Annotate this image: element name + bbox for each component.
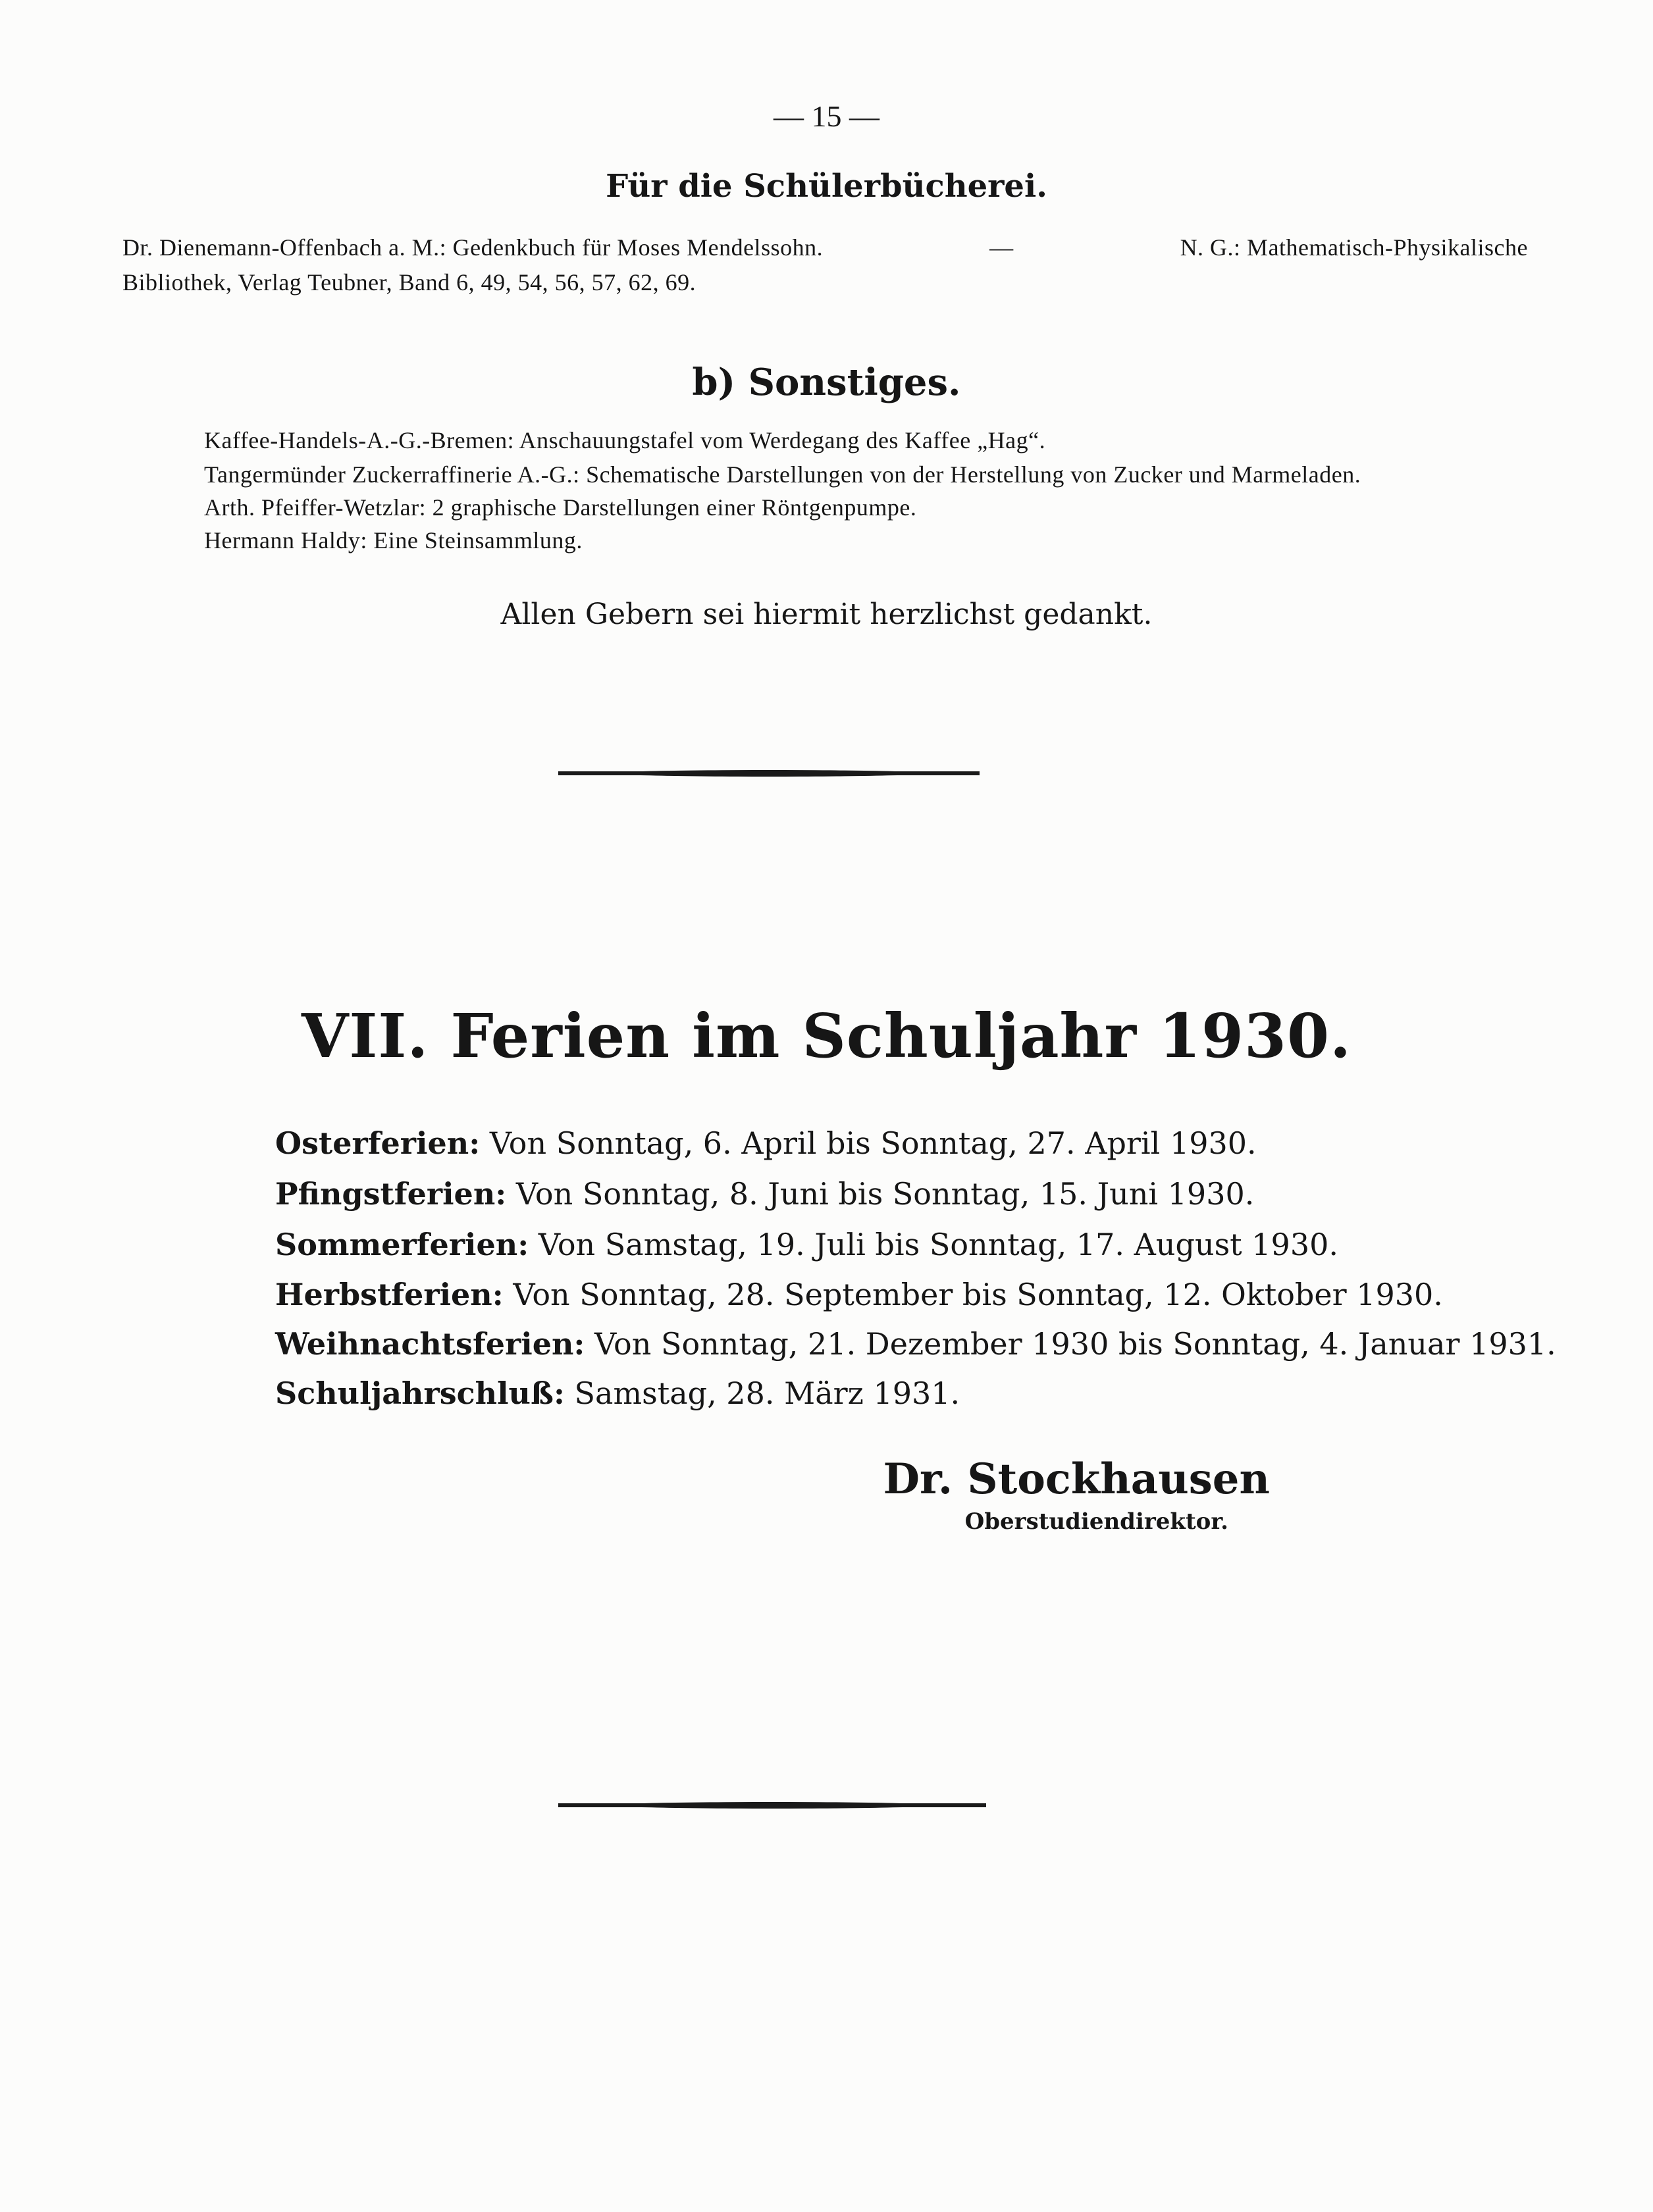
holiday-label: Schuljahrschluß: <box>275 1376 565 1411</box>
holiday-dates: Von Sonntag, 21. Dezember 1930 bis Sonntag, 4. Januar 1931. <box>594 1326 1556 1362</box>
holiday-dates: Samstag, 28. März 1931. <box>574 1376 960 1411</box>
misc-heading: b) Sonstiges. <box>692 361 961 404</box>
signature-name: Dr. Stockhausen <box>883 1454 1270 1504</box>
library-entry-dash: — <box>989 234 1014 261</box>
library-entry-left: Dr. Dienemann-Offenbach a. M.: Gedenkbuch für Moses Mendelssohn. <box>122 234 824 261</box>
divider-rule <box>558 771 980 775</box>
holiday-row <box>275 1376 960 1411</box>
thanks-line: Allen Gebern sei hiermit herzlichst gedankt. <box>500 598 1153 631</box>
holiday-label: Osterferien: <box>275 1125 481 1161</box>
holiday-row <box>275 1277 1443 1312</box>
library-entry-line-1 <box>122 234 1528 261</box>
holiday-row <box>275 1326 1556 1362</box>
misc-item: Hermann Haldy: Eine Steinsammlung. <box>204 527 583 553</box>
holiday-label: Herbstferien: <box>275 1277 504 1312</box>
library-heading: Für die Schülerbücherei. <box>606 168 1047 205</box>
holiday-dates: Von Samstag, 19. Juli bis Sonntag, 17. August 1930. <box>538 1227 1338 1262</box>
misc-item: Kaffee-Handels-A.-G.-Bremen: Anschauungstafel vom Werdegang des Kaffee „Hag“. <box>204 427 1046 453</box>
misc-item: Tangermünder Zuckerraffinerie A.-G.: Schematische Darstellungen von der Herstellung von Zucker und Marmeladen. <box>204 461 1361 488</box>
holiday-row <box>275 1227 1338 1262</box>
page-number: — 15 — <box>774 99 879 133</box>
holiday-label: Pfingstferien: <box>275 1176 507 1212</box>
holiday-row <box>275 1125 1257 1161</box>
holidays-title: VII. Ferien im Schuljahr 1930. <box>301 1000 1352 1071</box>
holiday-row <box>275 1176 1254 1212</box>
holiday-label: Sommerferien: <box>275 1227 529 1262</box>
library-entry-line-2: Bibliothek, Verlag Teubner, Band 6, 49, 54, 56, 57, 62, 69. <box>122 269 696 296</box>
holiday-dates: Von Sonntag, 6. April bis Sonntag, 27. April 1930. <box>489 1125 1257 1161</box>
signature-title: Oberstudiendirektor. <box>964 1508 1228 1535</box>
divider-rule <box>558 1803 986 1807</box>
misc-item: Arth. Pfeiffer-Wetzlar: 2 graphische Darstellungen einer Röntgenpumpe. <box>204 494 917 521</box>
holiday-label: Weihnachtsferien: <box>275 1326 585 1362</box>
library-entry-right: N. G.: Mathematisch-Physikalische <box>1180 234 1528 261</box>
holiday-dates: Von Sonntag, 28. September bis Sonntag, 12. Oktober 1930. <box>513 1277 1443 1312</box>
holiday-dates: Von Sonntag, 8. Juni bis Sonntag, 15. Juni 1930. <box>515 1176 1255 1212</box>
